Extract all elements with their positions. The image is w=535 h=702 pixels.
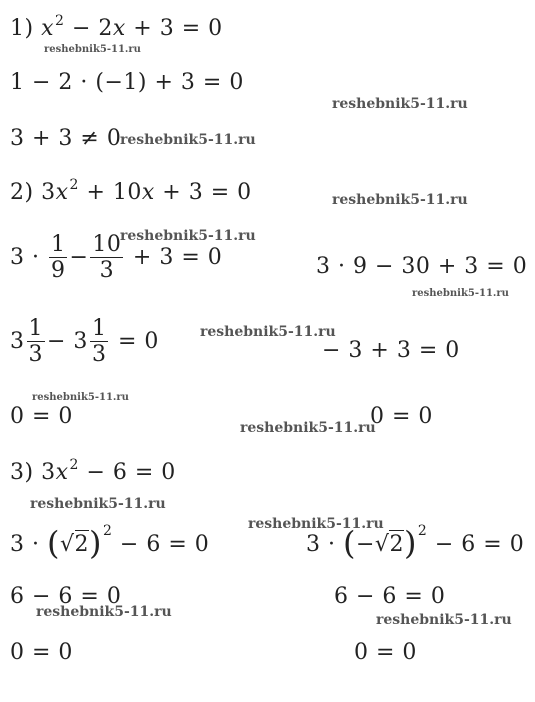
fraction: $\frac{1}{9}$ bbox=[50, 232, 66, 284]
task2-right-step1: 3 · 9 − 30 + 3 = 0 bbox=[316, 254, 528, 279]
task3-left-step2: 6 − 6 = 0 bbox=[10, 584, 122, 609]
task3-exp: 2 bbox=[69, 457, 79, 473]
task3-end: − 6 = 0 bbox=[86, 460, 176, 485]
fraction: $\frac{1}{3}$ bbox=[28, 316, 43, 368]
task3-right-final: 0 = 0 bbox=[354, 640, 417, 665]
task3-var: x bbox=[55, 460, 69, 485]
task1-eq-b: + 3 = 0 bbox=[133, 16, 223, 41]
task1-step1: 1 − 2 · (−1) + 3 = 0 bbox=[10, 70, 244, 95]
watermark: reshebnik5-11.ru bbox=[332, 96, 468, 112]
watermark: reshebnik5-11.ru bbox=[200, 324, 336, 340]
task1-step2: 3 + 3 ≠ 0 bbox=[10, 126, 122, 151]
task3-equation bbox=[10, 457, 176, 485]
task2-end: + 3 = 0 bbox=[162, 180, 252, 205]
task1-eq-a: − 2 bbox=[71, 16, 113, 41]
sqrt-icon: √ bbox=[59, 532, 75, 557]
watermark: reshebnik5-11.ru bbox=[248, 516, 384, 532]
task2-left-step1: 3 · $\frac{1}{9}$ − $\frac{10}{3}$ + 3 = 0 bbox=[10, 232, 223, 284]
task3-right-step2: 6 − 6 = 0 bbox=[334, 584, 446, 609]
task1-equation bbox=[10, 13, 223, 41]
task1-var: x bbox=[41, 16, 55, 41]
task2-var2: x bbox=[141, 180, 155, 205]
watermark: reshebnik5-11.ru bbox=[44, 44, 141, 55]
task2-right-step2: − 3 + 3 = 0 bbox=[322, 338, 460, 363]
task2-label: 2) bbox=[10, 180, 34, 205]
task2-exp: 2 bbox=[69, 177, 79, 193]
task3-label: 3) bbox=[10, 460, 34, 485]
task1-label: 1) bbox=[10, 16, 34, 41]
fraction: $\frac{1}{3}$ bbox=[91, 316, 107, 368]
watermark: reshebnik5-11.ru bbox=[120, 228, 256, 244]
task2-left-step2: 3 $\frac{1}{3}$ − 3 $\frac{1}{3}$ = 0 bbox=[10, 316, 159, 368]
watermark: reshebnik5-11.ru bbox=[36, 604, 172, 620]
task3-coef: 3 bbox=[41, 460, 56, 485]
task1-var2: x bbox=[112, 16, 126, 41]
watermark: reshebnik5-11.ru bbox=[332, 192, 468, 208]
task2-equation bbox=[10, 177, 252, 205]
task2-left-pre: 3 · bbox=[10, 244, 40, 270]
task3-left-final: 0 = 0 bbox=[10, 640, 73, 665]
watermark: reshebnik5-11.ru bbox=[120, 132, 256, 148]
watermark: reshebnik5-11.ru bbox=[32, 392, 129, 403]
task2-rest: + 10 bbox=[86, 180, 142, 205]
sqrt-icon: √ bbox=[374, 532, 390, 557]
task2-var: x bbox=[55, 180, 69, 205]
task3-left-step1: $3 \cdot (√2)^2 - 6 = 0$ bbox=[10, 523, 210, 562]
watermark: reshebnik5-11.ru bbox=[30, 496, 166, 512]
task2-left-final: 0 = 0 bbox=[10, 404, 73, 429]
watermark: reshebnik5-11.ru bbox=[240, 420, 376, 436]
task3-right-step1: $3 \cdot (-√2)^2 - 6 = 0$ bbox=[306, 523, 525, 562]
task2-right-final: 0 = 0 bbox=[370, 404, 433, 429]
task1-exp: 2 bbox=[55, 13, 65, 29]
watermark: reshebnik5-11.ru bbox=[376, 612, 512, 628]
watermark: reshebnik5-11.ru bbox=[412, 288, 509, 299]
fraction: $\frac{10}{3}$ bbox=[92, 232, 122, 284]
task2-coef: 3 bbox=[41, 180, 56, 205]
